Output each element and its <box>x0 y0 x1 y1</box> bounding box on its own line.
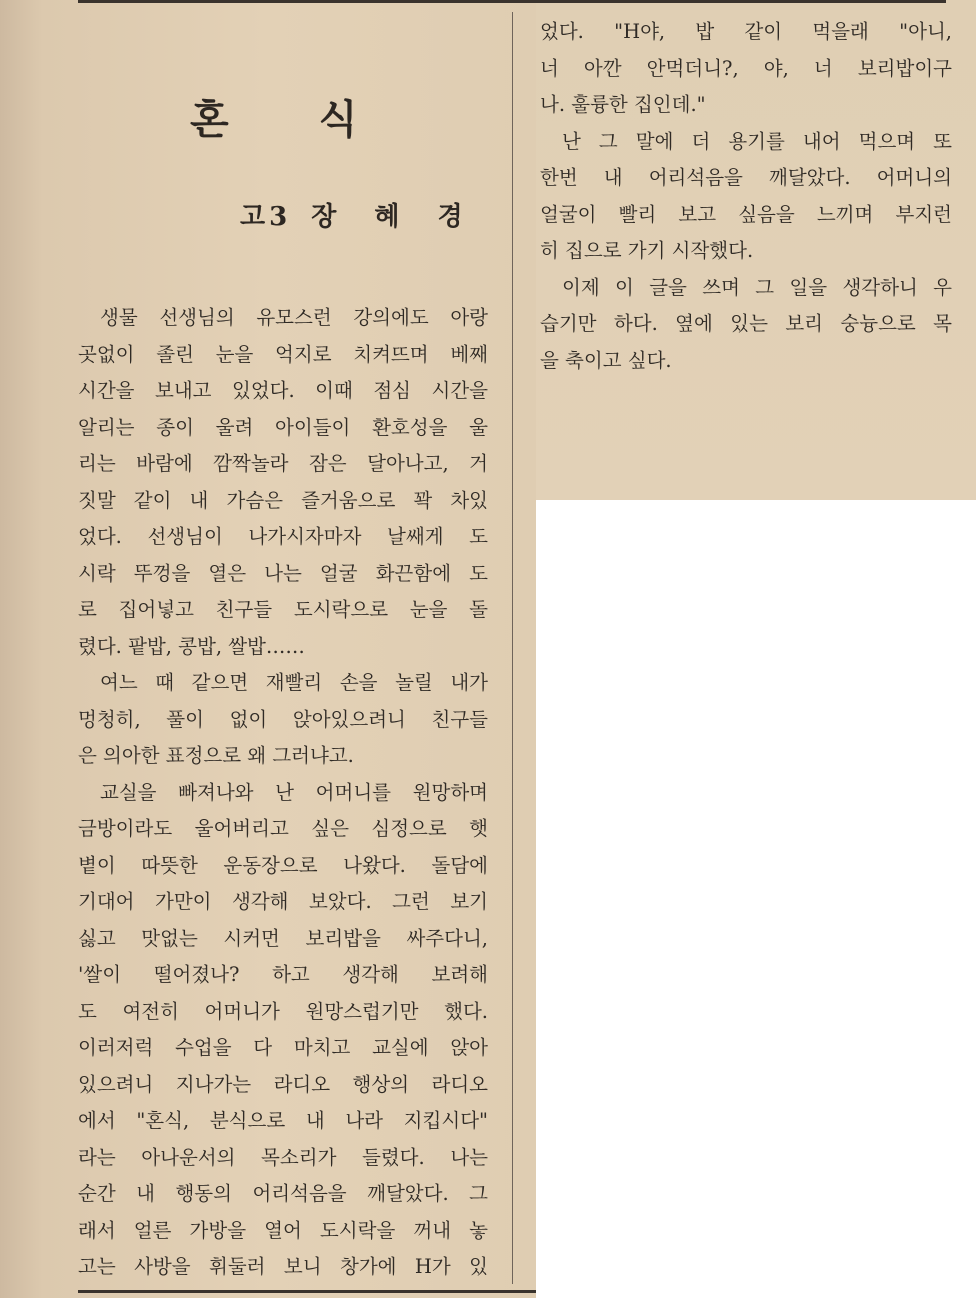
bottom-rule <box>78 1290 536 1293</box>
article-title: 혼식 <box>190 96 448 143</box>
body-line: 알리는 종이 울려 아이들이 환호성을 울 <box>78 415 488 439</box>
byline-grade: 고3 <box>240 202 292 232</box>
body-line: 에서 "혼식, 분식으로 내 나라 지킵시다" <box>78 1109 488 1132</box>
body-line: 습기만 하다. 옆에 있는 보리 숭늉으로 목 <box>540 312 952 335</box>
body-line: 곳없이 졸린 눈을 억지로 치켜뜨며 베째 <box>78 342 488 366</box>
body-line: 난 그 말에 더 용기를 내어 먹으며 또 <box>562 129 952 153</box>
body-line: 로 집어넣고 친구들 도시락으로 눈을 돌 <box>78 598 488 621</box>
body-line: 교실을 빠져나와 난 어머니를 원망하며 <box>100 780 488 804</box>
body-line: 멍청히, 풀이 없이 앉아있으려니 친구들 <box>78 707 488 731</box>
body-line: 도 여전히 어머니가 원망스럽기만 했다. <box>78 999 488 1023</box>
blank-area <box>536 500 976 1298</box>
body-line: 을 축이고 싶다. <box>540 348 672 372</box>
article-byline <box>240 196 501 233</box>
body-line: 래서 얼른 가방을 열어 도시락을 꺼내 놓 <box>78 1218 488 1242</box>
body-line: 었다. 선생님이 나가시자마자 날쌔게 도 <box>78 525 488 548</box>
body-line: 순간 내 행동의 어리석음을 깨달았다. 그 <box>78 1182 488 1205</box>
body-line: 있으려니 지나가는 라디오 행상의 라디오 <box>78 1072 488 1096</box>
body-line: 여느 때 같으면 재빨리 손을 놀릴 내가 <box>100 671 488 694</box>
body-line: 시간을 보내고 있었다. 이때 점심 시간을 <box>78 379 488 402</box>
body-line: 시락 뚜껑을 열은 나는 얼굴 화끈함에 도 <box>78 561 488 585</box>
body-line: 기대어 가만이 생각해 보았다. 그런 보기 <box>78 890 488 913</box>
body-line: 한번 내 어리석음을 깨달았다. 어머니의 <box>540 166 952 189</box>
body-line: 나. 훌륭한 집인데." <box>540 93 706 116</box>
body-line: 렸다. 팥밥, 콩밥, 쌀밥…… <box>78 634 305 658</box>
body-line: 히 집으로 가기 시작했다. <box>540 239 754 262</box>
body-line: 었다. "H야, 밥 같이 먹을래 "아니, <box>540 20 952 43</box>
body-line: '쌀이 떨어졌나? 하고 생각해 보려해 <box>78 963 488 986</box>
byline-author-name: 장혜경 <box>311 202 501 232</box>
body-line: 고는 사방을 휘둘러 보니 창가에 H가 있 <box>78 1255 488 1278</box>
top-rule <box>78 0 946 3</box>
article-body-right-column <box>540 14 952 379</box>
body-line: 리는 바람에 깜짝놀라 잠은 달아나고, 거 <box>78 452 488 475</box>
body-line: 이제 이 글을 쓰며 그 일을 생각하니 우 <box>562 275 952 299</box>
body-line: 생물 선생님의 유모스런 강의에도 아랑 <box>100 306 488 329</box>
column-divider <box>512 12 513 1284</box>
body-line: 이러저럭 수업을 다 마치고 교실에 앉아 <box>78 1036 488 1059</box>
body-line: 싫고 맛없는 시커먼 보리밥을 싸주다니, <box>78 926 488 950</box>
article-body-left-column <box>78 300 488 1286</box>
body-line: 짓말 같이 내 가슴은 즐거움으로 꽉 차있 <box>78 488 488 512</box>
body-line: 라는 아나운서의 목소리가 들렸다. 나는 <box>78 1145 488 1169</box>
body-line: 볕이 따뜻한 운동장으로 나왔다. 돌담에 <box>78 853 488 877</box>
body-line: 너 아깐 안먹더니?, 야, 너 보리밥이구 <box>540 56 952 80</box>
body-line: 얼굴이 빨리 보고 싶음을 느끼며 부지런 <box>540 202 952 226</box>
body-line: 은 의아한 표정으로 왜 그러냐고. <box>78 744 354 767</box>
body-line: 금방이라도 울어버리고 싶은 심정으로 햇 <box>78 817 488 840</box>
